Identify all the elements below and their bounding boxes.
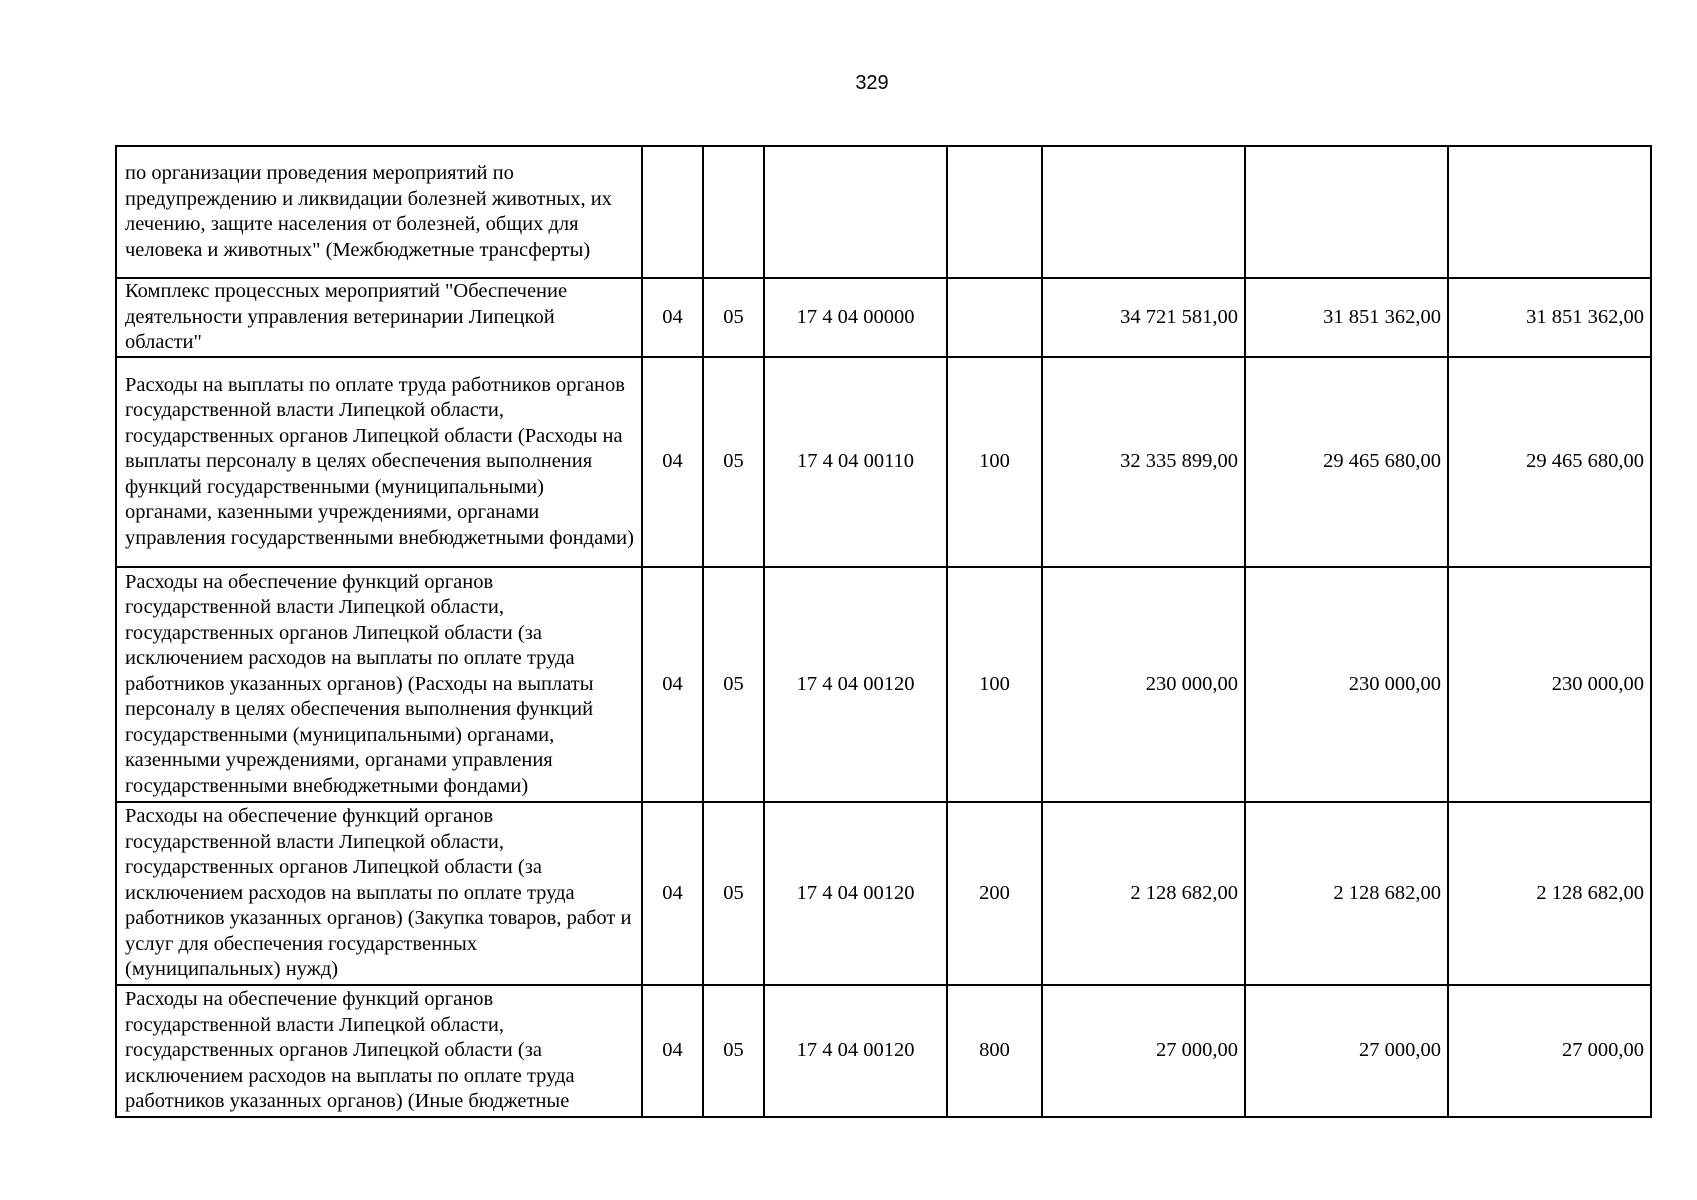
description-cell: по организации проведения мероприятий по предупреждению и ликвидации болезней животных, их лечению, защите населения от болезней, общих для человека и животных" (Межбюджетные трансферты) — [116, 146, 642, 278]
table-row — [116, 357, 1651, 567]
amount-3-cell: 2 128 682,00 — [1448, 802, 1651, 985]
subsection-cell: 05 — [703, 567, 764, 802]
amount-3-cell: 230 000,00 — [1448, 567, 1651, 802]
target-article-cell: 17 4 04 00120 — [764, 802, 947, 985]
subsection-cell: 05 — [703, 802, 764, 985]
amount-2-cell: 31 851 362,00 — [1245, 278, 1448, 357]
amount-1-cell: 2 128 682,00 — [1042, 802, 1245, 985]
amount-3-cell: 31 851 362,00 — [1448, 278, 1651, 357]
description-cell: Расходы на выплаты по оплате труда работников органов государственной власти Липецкой области, государственных органов Липецкой области (Расходы на выплаты персоналу в целях обеспечения выполнения функций государственными (муниципальными) органами, казенными учреждениями, органами управления государственными внебюджетными фондами) — [116, 357, 642, 567]
section-cell: 04 — [642, 567, 703, 802]
amount-2-cell: 29 465 680,00 — [1245, 357, 1448, 567]
amount-2-cell: 27 000,00 — [1245, 985, 1448, 1117]
amount-3-cell: 29 465 680,00 — [1448, 357, 1651, 567]
description-cell: Расходы на обеспечение функций органов государственной власти Липецкой области, государственных органов Липецкой области (за исключением расходов на выплаты по оплате труда работников указанных органов) (Расходы на выплаты персоналу в целях обеспечения выполнения функций государственными (муниципальными) органами, казенными учреждениями, органами управления государственными внебюджетными фондами) — [116, 567, 642, 802]
target-article-cell: 17 4 04 00110 — [764, 357, 947, 567]
section-cell: 04 — [642, 985, 703, 1117]
amount-2-cell: 230 000,00 — [1245, 567, 1448, 802]
target-article-cell: 17 4 04 00120 — [764, 985, 947, 1117]
section-cell — [642, 146, 703, 278]
expense-type-cell — [947, 146, 1042, 278]
subsection-cell — [703, 146, 764, 278]
section-cell: 04 — [642, 802, 703, 985]
table-row — [116, 567, 1651, 802]
target-article-cell — [764, 146, 947, 278]
table-row — [116, 278, 1651, 357]
amount-3-cell: 27 000,00 — [1448, 985, 1651, 1117]
subsection-cell: 05 — [703, 357, 764, 567]
amount-2-cell — [1245, 146, 1448, 278]
table-row — [116, 802, 1651, 985]
table-body — [116, 146, 1651, 1117]
expense-type-cell — [947, 278, 1042, 357]
section-cell: 04 — [642, 357, 703, 567]
amount-1-cell: 34 721 581,00 — [1042, 278, 1245, 357]
target-article-cell: 17 4 04 00120 — [764, 567, 947, 802]
subsection-cell: 05 — [703, 985, 764, 1117]
budget-table — [115, 145, 1652, 1118]
amount-1-cell: 27 000,00 — [1042, 985, 1245, 1117]
amount-1-cell: 230 000,00 — [1042, 567, 1245, 802]
table-row — [116, 146, 1651, 278]
description-cell: Комплекс процессных мероприятий "Обеспечение деятельности управления ветеринарии Липецкой области" — [116, 278, 642, 357]
description-cell: Расходы на обеспечение функций органов государственной власти Липецкой области, государственных органов Липецкой области (за исключением расходов на выплаты по оплате труда работников указанных органов) (Иные бюджетные — [116, 985, 642, 1117]
amount-1-cell: 32 335 899,00 — [1042, 357, 1245, 567]
subsection-cell: 05 — [703, 278, 764, 357]
description-cell: Расходы на обеспечение функций органов государственной власти Липецкой области, государственных органов Липецкой области (за исключением расходов на выплаты по оплате труда работников указанных органов) (Закупка товаров, работ и услуг для обеспечения государственных (муниципальных) нужд) — [116, 802, 642, 985]
section-cell: 04 — [642, 278, 703, 357]
table-row — [116, 985, 1651, 1117]
page-number: 329 — [855, 72, 889, 94]
target-article-cell: 17 4 04 00000 — [764, 278, 947, 357]
amount-1-cell — [1042, 146, 1245, 278]
expense-type-cell: 100 — [947, 567, 1042, 802]
expense-type-cell: 200 — [947, 802, 1042, 985]
amount-3-cell — [1448, 146, 1651, 278]
expense-type-cell: 100 — [947, 357, 1042, 567]
expense-type-cell: 800 — [947, 985, 1042, 1117]
amount-2-cell: 2 128 682,00 — [1245, 802, 1448, 985]
